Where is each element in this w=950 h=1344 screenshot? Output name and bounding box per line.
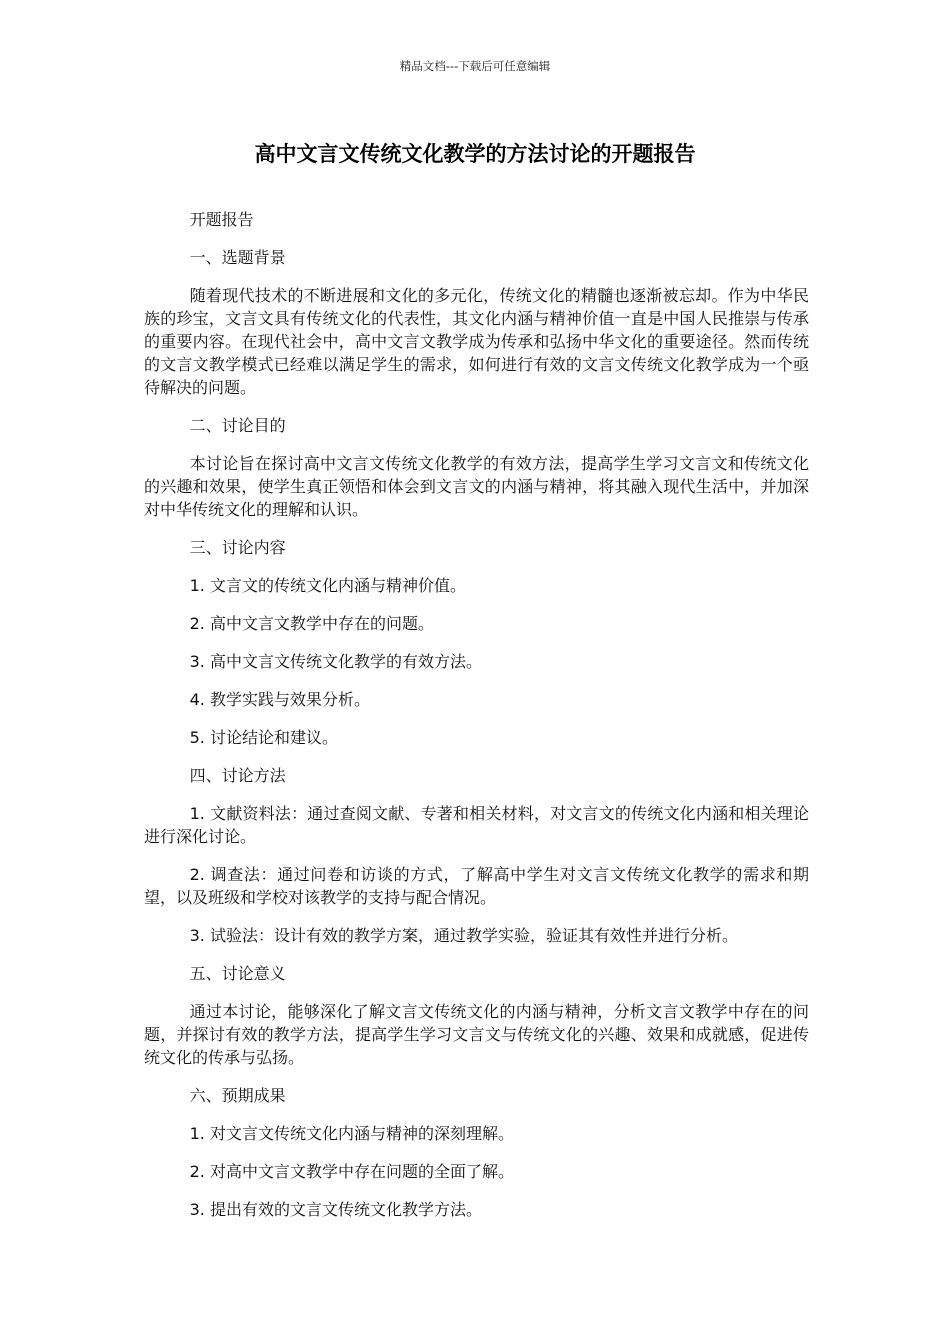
list-item: 1. 文献资料法：通过查阅文献、专著和相关材料，对文言文的传统文化内涵和相关理论进行深化讨论。 bbox=[144, 804, 809, 846]
paragraph: 通过本讨论，能够深化了解文言文传统文化的内涵与精神，分析文言文教学中存在的问题，并探讨有效的教学方法，提高学生学习文言文与传统文化的兴趣、效果和成就感，促进传统文化的传承与弘扬。 bbox=[144, 1002, 809, 1067]
document-body bbox=[144, 208, 809, 1236]
list-item: 2. 高中文言文教学中存在的问题。 bbox=[189, 614, 434, 633]
list-item: 1. 文言文的传统文化内涵与精神价值。 bbox=[189, 576, 466, 595]
list-item: 3. 试验法：设计有效的教学方案，通过教学实验，验证其有效性并进行分析。 bbox=[189, 926, 738, 945]
document-title: 高中文言文传统文化教学的方法讨论的开题报告 bbox=[254, 142, 696, 166]
section-heading: 六、预期成果 bbox=[189, 1086, 286, 1105]
list-item: 1. 对文言文传统文化内涵与精神的深刻理解。 bbox=[189, 1124, 514, 1143]
paragraph: 本讨论旨在探讨高中文言文传统文化教学的有效方法，提高学生学习文言文和传统文化的兴趣和效果，使学生真正领悟和体会到文言文的内涵与精神，将其融入现代生活中，并加深对中华传统文化的理解和认识。 bbox=[144, 454, 809, 519]
list-item: 5. 讨论结论和建议。 bbox=[189, 728, 338, 747]
list-item: 4. 教学实践与效果分析。 bbox=[189, 690, 370, 709]
section-heading: 五、讨论意义 bbox=[189, 964, 286, 983]
list-item: 2. 调查法：通过问卷和访谈的方式，了解高中学生对文言文传统文化教学的需求和期望，以及班级和学校对该教学的支持与配合情况。 bbox=[144, 865, 809, 907]
list-item: 2. 对高中文言文教学中存在问题的全面了解。 bbox=[189, 1162, 514, 1181]
section-heading: 一、选题背景 bbox=[189, 248, 286, 267]
section-heading: 三、讨论内容 bbox=[189, 538, 286, 557]
paragraph: 随着现代技术的不断进展和文化的多元化，传统文化的精髓也逐渐被忘却。作为中华民族的珍宝，文言文具有传统文化的代表性，其文化内涵与精神价值一直是中国人民推崇与传承的重要内容。在现代社会中，高中文言文教学成为传承和弘扬中华文化的重要途径。然而传统的文言文教学模式已经难以满足学生的需求，如何进行有效的文言文传统文化教学成为一个亟待解决的问题。 bbox=[144, 286, 809, 397]
section-heading: 四、讨论方法 bbox=[189, 766, 286, 785]
list-item: 3. 提出有效的文言文传统文化教学方法。 bbox=[189, 1200, 482, 1219]
section-heading: 二、讨论目的 bbox=[189, 416, 286, 435]
page-header-note: 精品文档---下载后可任意编辑 bbox=[399, 59, 551, 73]
paragraph: 开题报告 bbox=[189, 210, 254, 229]
list-item: 3. 高中文言文传统文化教学的有效方法。 bbox=[189, 652, 482, 671]
